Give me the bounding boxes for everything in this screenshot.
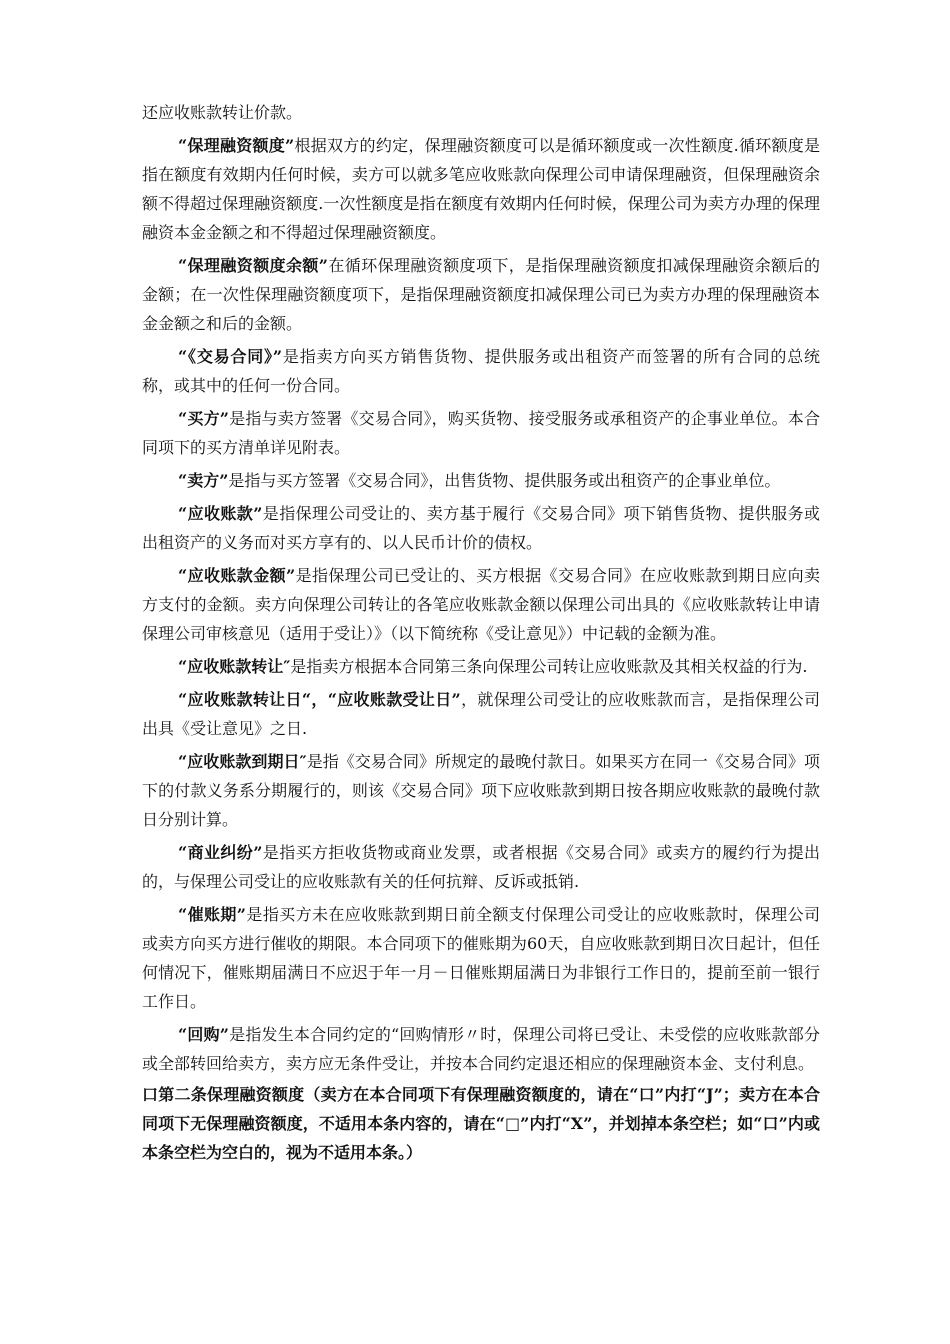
- definition-receivables-amount: [142, 561, 820, 648]
- definition-transfer-date: [142, 685, 820, 743]
- definition-term: “催账期”: [178, 905, 247, 924]
- definition-text: 是指买方拒收货物或商业发票，或者根据《交易合同》或卖方的履约行为提出的，与保理公司受让的应收账款有关的任何抗辩、反诉或抵销.: [142, 843, 820, 891]
- definition-receivables-transfer: [142, 652, 820, 681]
- definition-text: 根据双方的约定，保理融资额度可以是循环额度或一次性额度.循环额度是指在额度有效期内任何时候，卖方可以就多笔应收账款向保理公司申请保理融资，但保理融资余额不得超过保理融资额度.一次性额度是指在额度有效期内任何时候，保理公司为卖方办理的保理融资本金金额之和不得超过保理融资额度。: [142, 136, 820, 242]
- paragraph-text: 还应收账款转让价款。: [142, 103, 303, 122]
- definition-text: 是指买方未在应收账款到期日前全额支付保理公司受让的应收账款时，保理公司或卖方向买方进行催收的期限。本合同项下的催账期为60天，自应收账款到期日次日起计，但任何情况下，催账期届满日不应迟于年一月－日催账期届满日为非银行工作日的，提前至前一银行工作日。: [142, 905, 820, 1011]
- definition-seller: [142, 466, 820, 495]
- definition-term: “应收账款”: [178, 504, 263, 523]
- definition-text: 是指与卖方签署《交易合同》，购买货物、接受服务或承租资产的企事业单位。本合同项下的买方清单详见附表。: [142, 409, 820, 457]
- definition-text: 是指卖方根据本合同第三条向保理公司转让应收账款及其相关权益的行为.: [290, 657, 808, 676]
- section-heading-article-2: 口第二条保理融资额度（卖方在本合同项下有保理融资额度的，请在“口”内打“J”；卖方在本合同项下无保理融资额度，不适用本条内容的，请在“□”内打“X”，并划掉本条空栏；如“口”内或本条空栏为空白的，视为不适用本条。）: [142, 1085, 820, 1162]
- definition-term: “保理融资额度”: [178, 136, 295, 155]
- definition-text: ，就保理公司受让的应收账款而言，是指保理公司出具《受让意见》之日.: [142, 690, 820, 738]
- definition-factoring-limit: [142, 131, 820, 247]
- definition-term: “《交易合同》”: [178, 347, 283, 366]
- definition-term: “应收账款金额”: [178, 566, 296, 585]
- definition-text: 是指《交易合同》所规定的最晚付款日。如果买方在同一《交易合同》项下的付款义务系分期履行的，则该《交易合同》项下应收账款到期日按各期应收账款的最晚付款日分别计算。: [142, 752, 820, 829]
- definition-term: “卖方”: [178, 471, 229, 490]
- definition-term: “应收账款转让日“，“应收账款受让日”: [178, 690, 461, 709]
- definition-commercial-dispute: [142, 838, 820, 896]
- definition-term: “应收账款到期日″: [178, 752, 307, 771]
- definition-term: “商业纠纷”: [178, 843, 263, 862]
- definition-term: “保理融资额度余额”: [178, 256, 328, 275]
- definition-text: 是指与买方签署《交易合同》，出售货物、提供服务或出租资产的企事业单位。: [228, 471, 781, 490]
- definition-buyer: [142, 404, 820, 462]
- definition-receivables: [142, 499, 820, 557]
- paragraph-continuation: [142, 98, 820, 127]
- definition-trade-contract: [142, 342, 820, 400]
- definition-term: “买方”: [178, 409, 229, 428]
- definition-limit-balance: [142, 251, 820, 338]
- definition-collection-period: [142, 900, 820, 1016]
- definition-text: 是指发生本合同约定的“回购情形〃时，保理公司将已受让、未受偿的应收账款部分或全部转回给卖方，卖方应无条件受让，并按本合同约定退还相应的保理融资本金、支付利息。: [142, 1025, 820, 1073]
- document-page: [142, 98, 820, 1167]
- definition-term: “回购”: [178, 1025, 229, 1044]
- definition-text: 在循环保理融资额度项下，是指保理融资额度扣减保理融资余额后的金额；在一次性保理融资额度项下，是指保理融资额度扣减保理公司已为卖方办理的保理融资本金金额之和后的金额。: [142, 256, 820, 333]
- definition-text: 是指卖方向买方销售货物、提供服务或出租资产而签署的所有合同的总统称，或其中的任何一份合同。: [142, 347, 820, 395]
- definition-repurchase: [142, 1020, 820, 1078]
- definition-due-date: [142, 747, 820, 834]
- definition-text: 是指保理公司已受让的、买方根据《交易合同》在应收账款到期日应向卖方支付的金额。卖方向保理公司转让的各笔应收账款金额以保理公司出具的《应收账款转让申请保理公司审核意见（适用于受让）》（以下简统称《受让意见》）中记载的金额为准。: [142, 566, 820, 643]
- definition-text: 是指保理公司受让的、卖方基于履行《交易合同》项下销售货物、提供服务或出租资产的义务而对买方享有的、以人民币计价的债权。: [142, 504, 820, 552]
- definition-term: “应收账款转让″: [178, 657, 291, 676]
